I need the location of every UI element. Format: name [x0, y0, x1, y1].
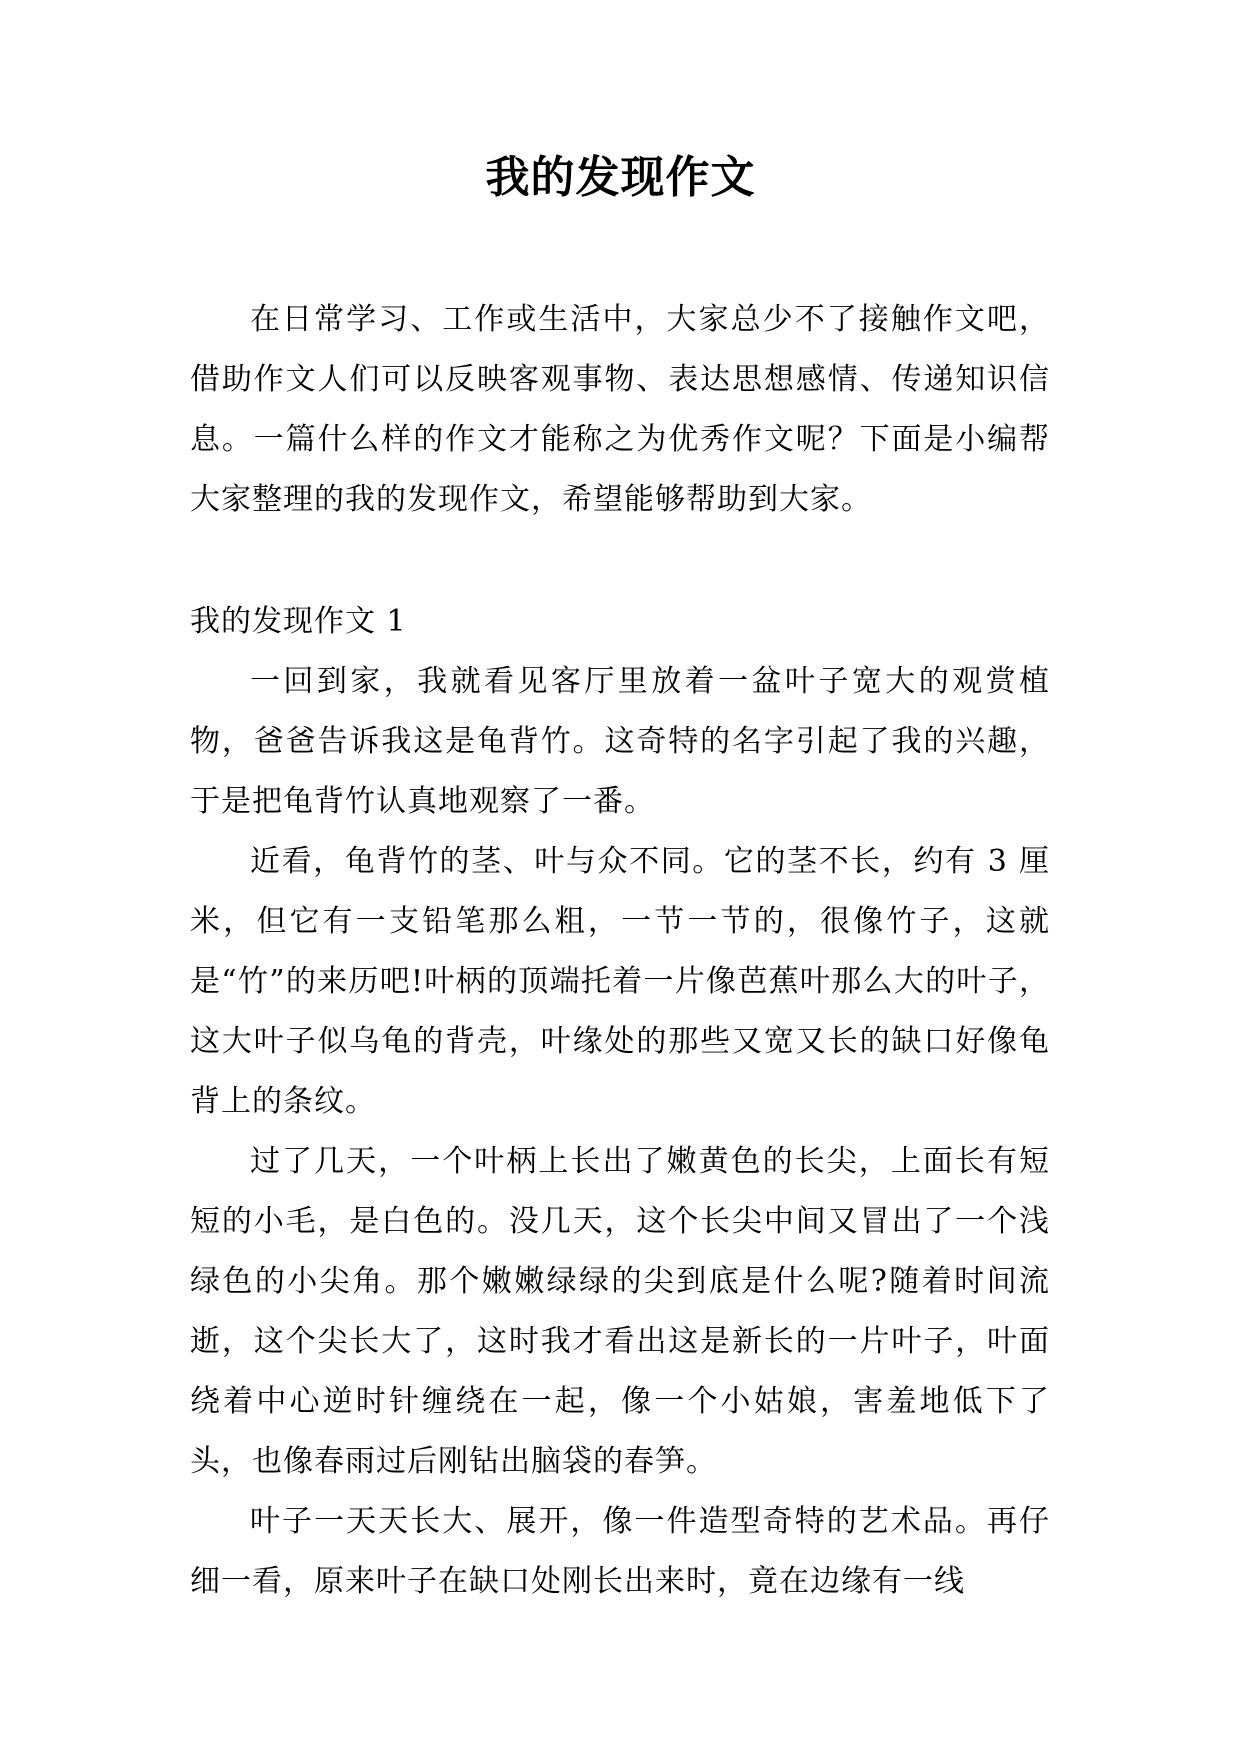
document-body — [190, 290, 1050, 1612]
body-paragraph-3: 过了几天，一个叶柄上长出了嫩黄色的长尖，上面长有短短的小毛，是白色的。没几天，这个长尖中间又冒出了一个浅绿色的小尖角。那个嫩嫩绿绿的尖到底是什么呢?随着时间流逝，这个尖长大了，这时我才看出这是新长的一片叶子，叶面绕着中心逆时针缠绕在一起，像一个小姑娘，害羞地低下了头，也像春雨过后刚钻出脑袋的春笋。 — [190, 1144, 1050, 1479]
body-paragraph-2: 近看，龟背竹的茎、叶与众不同。它的茎不长，约有 3 厘米，但它有一支铅笔那么粗，一节一节的，很像竹子，这就是“竹”的来历吧!叶柄的顶端托着一片像芭蕉叶那么大的叶子，这大叶子似乌龟的背壳，叶缘处的那些又宽又长的缺口好像龟背上的条纹。 — [190, 844, 1050, 1119]
intro-paragraph: 在日常学习、工作或生活中，大家总少不了接触作文吧，借助作文人们可以反映客观事物、表达思想感情、传递知识信息。一篇什么样的作文才能称之为优秀作文呢？下面是小编帮大家整理的我的发现作文，希望能够帮助到大家。 — [190, 302, 1050, 517]
body-paragraph-1: 一回到家，我就看见客厅里放着一盆叶子宽大的观赏植物，爸爸告诉我这是龟背竹。这奇特的名字引起了我的兴趣，于是把龟背竹认真地观察了一番。 — [190, 664, 1050, 819]
body-paragraph-4: 叶子一天天长大、展开，像一件造型奇特的艺术品。再仔细一看，原来叶子在缺口处刚长出来时，竟在边缘有一线 — [190, 1504, 1050, 1599]
section-heading: 我的发现作文 1 — [190, 604, 407, 639]
document-title: 我的发现作文 — [485, 152, 756, 203]
